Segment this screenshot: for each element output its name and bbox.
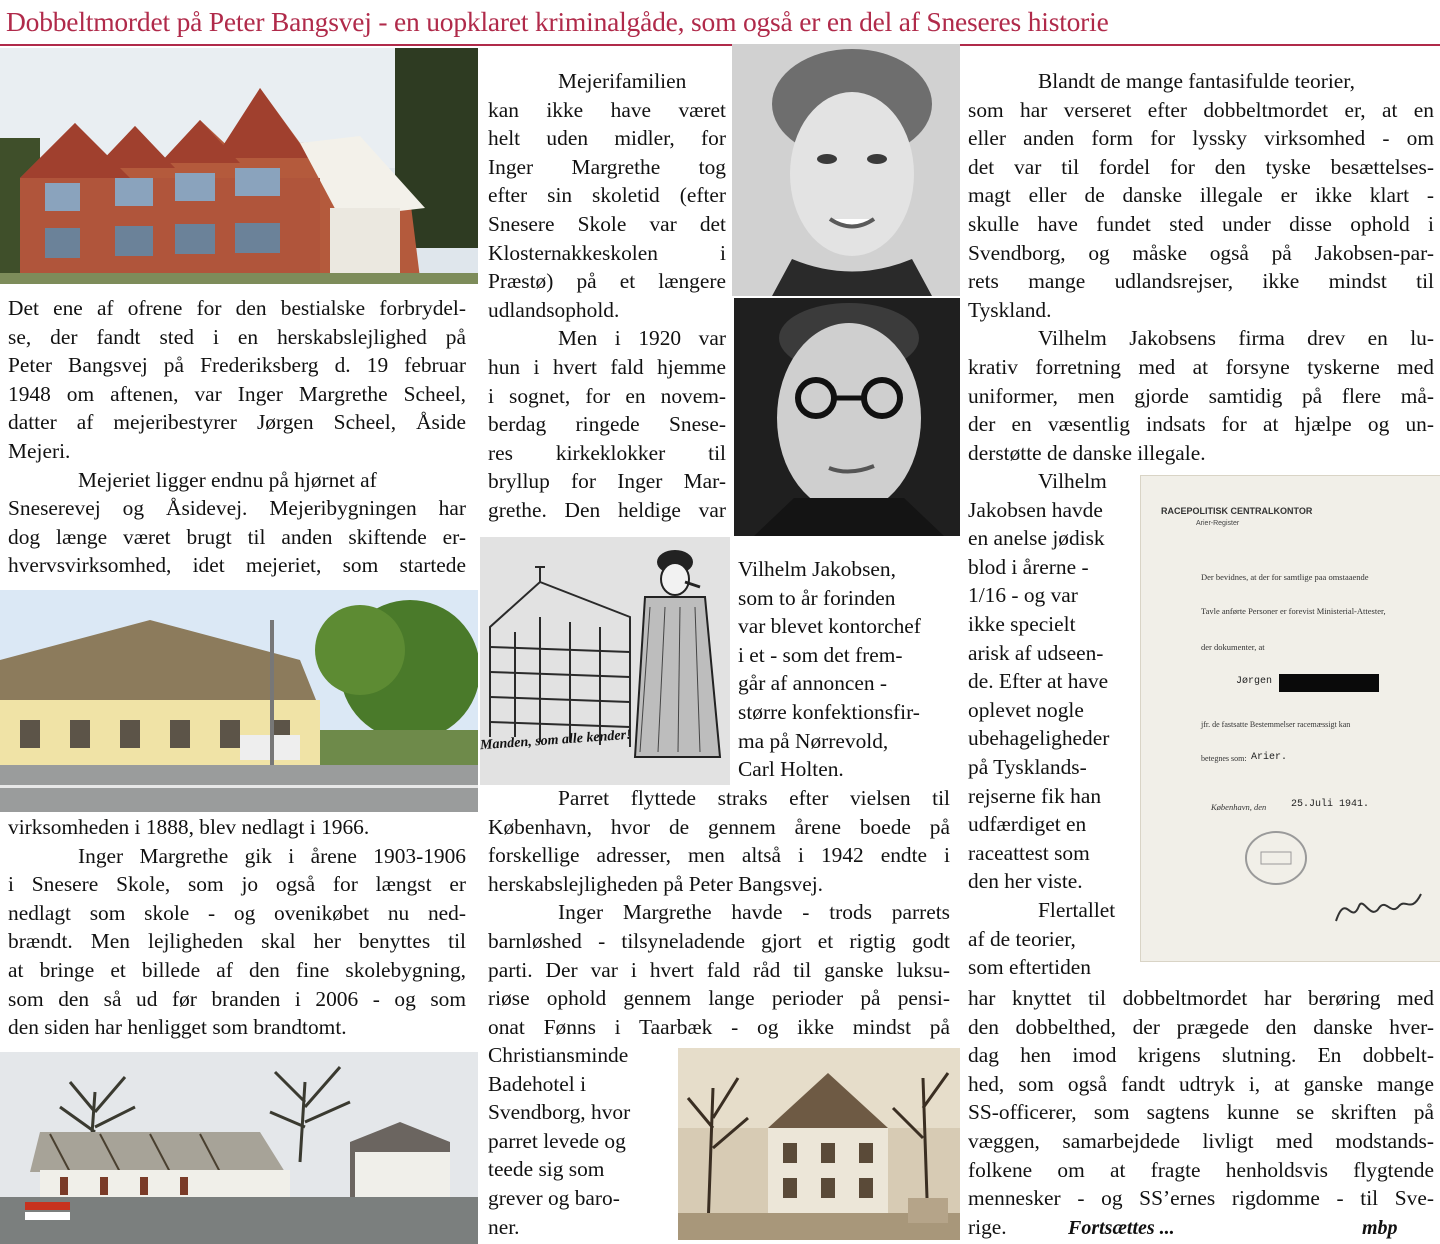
carl-holten-advertisement bbox=[480, 537, 730, 785]
text-line: af de teorier, bbox=[968, 926, 1076, 951]
text-line: Vilhelm Jakobsen, bbox=[738, 557, 896, 581]
race-certificate-document bbox=[1140, 475, 1440, 962]
text-line: datter af mejeribestyrer Jørgen Scheel, Åside bbox=[8, 410, 466, 435]
text-line: går af annoncen - bbox=[738, 671, 888, 696]
text-line: teede sig som bbox=[488, 1157, 605, 1182]
text-line: rejserne fik han bbox=[968, 783, 1102, 808]
text-line: kan ikke have været bbox=[488, 97, 726, 122]
text-line: Sneserevej og Åsidevej. Mejeribygningen har bbox=[8, 496, 466, 521]
text-line: Parret flyttede straks efter vielsen til bbox=[558, 786, 950, 810]
advertisement-caption: Manden, som alle kender! bbox=[480, 727, 632, 754]
text-line: som har verseret efter dobbeltmordet er, at en bbox=[968, 97, 1434, 122]
text-line: Mejeri. bbox=[8, 438, 71, 463]
text-line: i sognet, for en novem- bbox=[488, 383, 726, 408]
text-line: uniformer, men gjorde samtidig på flere må- bbox=[968, 383, 1434, 408]
text-line: Vilhelm Jakobsens firma drev en lu- bbox=[1038, 326, 1434, 351]
text-line: grever og baro- bbox=[488, 1185, 620, 1210]
text-line: at bringe et billede af den fine skolebygning, bbox=[8, 957, 466, 982]
text-line: 1948 om aftenen, var Inger Margrethe Scheel, bbox=[8, 381, 466, 406]
text-line: Det ene af ofrene for den bestialske forbrydel- bbox=[8, 296, 466, 320]
text-line: Christiansminde bbox=[488, 1043, 629, 1067]
certificate-line-5: betegnes som: bbox=[1201, 754, 1247, 763]
text-line: barnløshed - tilsyneladende gjort et rigtig godt bbox=[488, 928, 950, 953]
text-line: ubehageligheder bbox=[968, 726, 1110, 751]
text-line: har knyttet til dobbeltmordet har berøring med bbox=[968, 986, 1434, 1010]
text-line: rige. bbox=[968, 1214, 1007, 1239]
text-line: den dobbelthed, der prægede den danske hver- bbox=[968, 1014, 1434, 1039]
text-line: res kirkeklokker til bbox=[488, 440, 726, 465]
text-line: Mejeriet ligger endnu på hjørnet af bbox=[78, 467, 377, 492]
text-line: København, hvor de gennem årene boede på bbox=[488, 814, 950, 839]
text-line: rets mange udlandsrejser, ikke mindst til bbox=[968, 269, 1434, 294]
text-line: Badehotel i bbox=[488, 1071, 587, 1096]
column-1-top bbox=[8, 294, 466, 580]
text-line: ner. bbox=[488, 1214, 520, 1239]
burned-school-photo bbox=[0, 1052, 478, 1244]
column-3-narrow bbox=[968, 467, 1138, 982]
text-line: Flertallet bbox=[1038, 897, 1116, 922]
text-line: den siden har henligget som brandtomt. bbox=[8, 1015, 347, 1040]
text-line: grethe. Den heldige var bbox=[488, 497, 726, 522]
text-line: bryllup for Inger Mar- bbox=[488, 469, 726, 494]
text-line: SS-officerer, som sagtens kunne se skriften på bbox=[968, 1100, 1434, 1125]
certificate-line-1: Der bevidnes, at der for samtlige paa omstaaende bbox=[1201, 572, 1369, 582]
text-line: i et - som det frem- bbox=[738, 642, 903, 667]
text-line: som eftertiden bbox=[968, 955, 1091, 980]
certificate-name: Jørgen bbox=[1236, 676, 1273, 687]
text-line: brændt. Men lejligheden skal her benyttes til bbox=[8, 929, 466, 954]
text-line: nedlagt som skole - og ovenikøbet nu ned- bbox=[8, 900, 466, 925]
text-line: derstøtte de danske illegale. bbox=[968, 440, 1206, 465]
text-line: 1/16 - og var bbox=[968, 583, 1078, 608]
text-line: onat Fønns i Taarbæk - og ikke mindst på bbox=[488, 1014, 950, 1039]
text-line: en anelse jødisk bbox=[968, 526, 1105, 551]
text-line: Mejerifamilien bbox=[558, 69, 687, 93]
text-line: var blevet kontorchef bbox=[738, 614, 921, 639]
woman-portrait-photo bbox=[732, 44, 960, 296]
text-line: arisk af udseen- bbox=[968, 640, 1104, 665]
text-line: ma på Nørrevold, bbox=[738, 728, 889, 753]
text-line: Snesere Skole var det bbox=[488, 211, 726, 236]
text-line: Vilhelm bbox=[1038, 469, 1107, 493]
continued-note: Fortsættes ... bbox=[1068, 1217, 1175, 1239]
text-line: parret levede og bbox=[488, 1128, 626, 1153]
certificate-line-4: jfr. de fastsatte Bestemmelser racemæssigt kan bbox=[1201, 720, 1351, 729]
text-line: udfærdiget en bbox=[968, 812, 1087, 837]
text-line: hed, som også fandt udtryk i, at ganske mange bbox=[968, 1071, 1434, 1096]
text-line: Svendborg, hvor bbox=[488, 1100, 631, 1125]
text-line: Men i 1920 var bbox=[558, 326, 726, 351]
text-line: den her viste. bbox=[968, 869, 1083, 894]
text-line: Jakobsen havde bbox=[968, 497, 1103, 522]
text-line: i Snesere Skole, som jo også for længst er bbox=[8, 872, 466, 897]
column-3-bottom bbox=[968, 984, 1434, 1241]
text-line: Inger Margrethe havde - trods parrets bbox=[558, 900, 950, 925]
text-line: Inger Margrethe gik i årene 1903-1906 bbox=[78, 843, 466, 868]
signature bbox=[1331, 886, 1426, 931]
certificate-line-2: Tavle anførte Personer er forevist Ministerial-Attester, bbox=[1201, 606, 1386, 616]
text-line: de. Efter at have bbox=[968, 669, 1109, 694]
dairy-building-photo bbox=[0, 48, 478, 284]
certificate-status: Arier. bbox=[1251, 752, 1288, 763]
column-2-middle bbox=[738, 555, 968, 784]
text-line: Carl Holten. bbox=[738, 757, 844, 782]
stamp-seal bbox=[1241, 828, 1311, 888]
text-line: riøse ophold gennem lange perioder på pensi- bbox=[488, 986, 950, 1011]
text-line: folkene om at fragte henholdsvis flygtende bbox=[968, 1157, 1434, 1182]
column-2-top bbox=[488, 67, 726, 525]
text-line: efter sin skoletid (efter bbox=[488, 183, 726, 208]
text-line: hun i hvert fald hjemme bbox=[488, 354, 726, 379]
text-line: på Tysklands- bbox=[968, 754, 1087, 779]
text-line: Peter Bangsvej på Frederiksberg d. 19 februar bbox=[8, 353, 466, 378]
certificate-subheading: Arier-Register bbox=[1196, 520, 1240, 527]
author-initials: mbp bbox=[1362, 1217, 1398, 1239]
text-line: parti. Der var i hvert fald råd til ganske luksu- bbox=[488, 957, 950, 982]
hotel-photo bbox=[678, 1048, 960, 1240]
certificate-date: 25.Juli 1941. bbox=[1291, 799, 1370, 810]
text-line: hvervsvirksomhed, idet mejeriet, som startede bbox=[8, 553, 466, 578]
text-line: krativ forretning med at forsyne tyskerne med bbox=[968, 354, 1434, 379]
text-line: herskabslejligheden på Peter Bangsvej. bbox=[488, 871, 824, 896]
column-3-top bbox=[968, 67, 1434, 467]
text-line: raceattest som bbox=[968, 840, 1090, 865]
column-2-bottom bbox=[488, 784, 950, 1041]
text-line: skulle have fundet sted under disse ophold i bbox=[968, 211, 1434, 236]
text-line: blod i årerne - bbox=[968, 554, 1089, 579]
certificate-line-3: der dokumenter, at bbox=[1201, 642, 1265, 652]
text-line: berdag ringede Snese- bbox=[488, 412, 726, 437]
text-line: dag hen imod krigens slutning. En dobbelt- bbox=[968, 1043, 1434, 1068]
text-line: udlandsophold. bbox=[488, 297, 620, 322]
text-line: ikke specielt bbox=[968, 611, 1076, 636]
farmhouse-photo bbox=[0, 590, 478, 812]
text-line: Svendborg, og måske også på Jakobsen-par- bbox=[968, 240, 1434, 265]
text-line: det var til fordel for den tyske besættelses- bbox=[968, 154, 1434, 179]
text-line: Klosternakkeskolen i bbox=[488, 240, 726, 265]
man-portrait-photo bbox=[734, 298, 960, 536]
text-line: se, der fandt sted i en herskabslejlighed på bbox=[8, 324, 466, 349]
text-line: der en væsentlig indsats for at hjælpe og un- bbox=[968, 412, 1434, 437]
text-line: mennesker - og SS’ernes rigdomme - til Sve- bbox=[968, 1186, 1434, 1211]
redaction-bar bbox=[1279, 674, 1379, 692]
certificate-heading: RACEPOLITISK CENTRALKONTOR bbox=[1161, 506, 1313, 516]
text-line: som den så ud før branden i 2006 - og som bbox=[8, 986, 466, 1011]
text-line: Inger Margrethe tog bbox=[488, 154, 726, 179]
text-line: Præstø) på et længere bbox=[488, 269, 726, 294]
column-2-tail bbox=[488, 1041, 668, 1241]
title-rule bbox=[0, 44, 1440, 46]
text-line: eller anden form for lyssky virksomhed - om bbox=[968, 126, 1434, 151]
text-line: som to år forinden bbox=[738, 585, 896, 610]
text-line: magt eller de danske illegale er ikke klart - bbox=[968, 183, 1434, 208]
certificate-date-label: København, den bbox=[1211, 802, 1267, 812]
text-line: helt uden midler, for bbox=[488, 126, 726, 151]
column-1-bottom bbox=[8, 813, 466, 1042]
text-line: dog længe været brugt til anden skiftende er- bbox=[8, 524, 466, 549]
text-line: virksomheden i 1888, blev nedlagt i 1966. bbox=[8, 815, 370, 839]
page-title: Dobbeltmordet på Peter Bangsvej - en uopklaret kriminalgåde, som også er en del af Sneseres historie bbox=[6, 6, 1109, 37]
text-line: Tyskland. bbox=[968, 297, 1052, 322]
text-line: væggen, samarbejdede livligt med modstands- bbox=[968, 1128, 1434, 1153]
text-line: oplevet nogle bbox=[968, 697, 1084, 722]
text-line: Blandt de mange fantasifulde teorier, bbox=[1038, 69, 1355, 93]
text-line: forskellige adresser, men altså i 1942 endte i bbox=[488, 843, 950, 868]
text-line: større konfektionsfir- bbox=[738, 699, 920, 724]
